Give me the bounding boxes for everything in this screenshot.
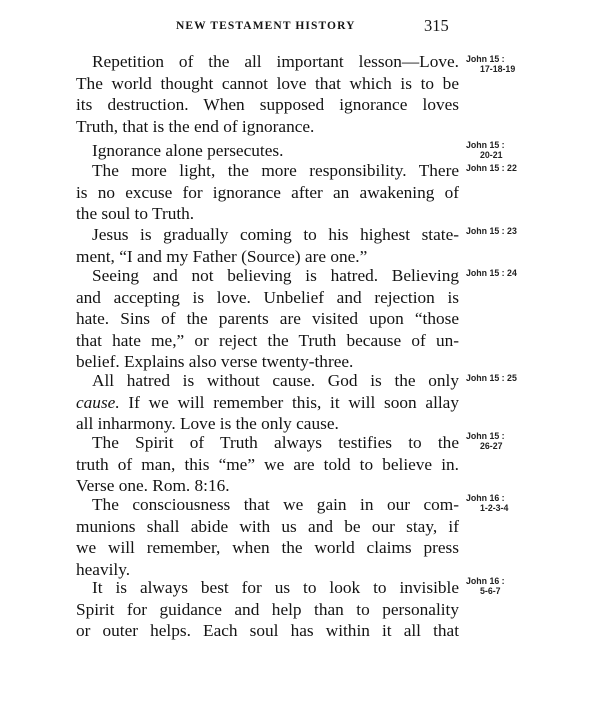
ref-book: John 15 : 22 xyxy=(466,163,517,173)
text-line: The more light, the more responsibility. There xyxy=(92,161,459,180)
paragraph-5 xyxy=(76,265,459,373)
text-line: The consciousness that we gain in our com- xyxy=(92,495,459,514)
ref-book: John 15 : 25 xyxy=(466,373,517,383)
italic-word: cause. xyxy=(76,392,120,412)
ref-book: John 16 : xyxy=(466,576,505,586)
text-line: The Spirit of Truth always testifies to the xyxy=(92,433,459,452)
ref-book: John 15 : xyxy=(466,140,505,150)
text-line: Jesus is gradually coming to his highest state- xyxy=(92,225,459,244)
text-line: or outer helps. Each soul has within it all that xyxy=(76,621,459,640)
scripture-reference xyxy=(466,577,538,596)
text-line: Spirit for guidance and help than to personality xyxy=(76,599,459,619)
scripture-reference xyxy=(466,164,538,174)
scripture-reference xyxy=(466,432,538,451)
paragraph-7 xyxy=(76,432,459,497)
scripture-reference xyxy=(466,269,538,279)
paragraph-2 xyxy=(76,140,459,162)
paragraph-9 xyxy=(76,577,459,642)
text-line: that hate me,” or reject the Truth because of un- xyxy=(76,330,459,350)
text-fragment: If we will remember this, it will soon allay xyxy=(119,392,459,412)
text-line: hate. Sins of the parents are visited upon “those xyxy=(76,309,459,328)
text-line: It is always best for us to look to invisible xyxy=(92,578,459,597)
text-line: Ignorance alone persecutes. xyxy=(92,141,284,160)
ref-book: John 15 : 23 xyxy=(466,226,517,236)
ref-verses: 17-18-19 xyxy=(480,63,516,74)
ref-verses: 26-27 xyxy=(480,440,503,451)
ref-book: John 15 : xyxy=(466,54,505,64)
ref-book: John 15 : 24 xyxy=(466,268,517,278)
text-line: heavily. xyxy=(76,559,131,579)
ref-book: John 15 : xyxy=(466,431,505,441)
ref-verses: 1-2-3-4 xyxy=(480,502,509,513)
running-title: NEW TESTAMENT HISTORY xyxy=(176,20,356,32)
text-line: Truth, that is the end of ignorance. xyxy=(76,116,315,136)
page-number: 315 xyxy=(424,16,449,35)
text-line: The world thought cannot love that which is to be xyxy=(76,73,459,93)
text-line: and accepting is love. Unbelief and rejection is xyxy=(76,287,459,307)
scripture-reference xyxy=(466,55,538,74)
scripture-reference xyxy=(466,141,538,160)
text-line: its destruction. When supposed ignorance loves xyxy=(76,95,459,114)
text-line: Verse one. Rom. 8:16. xyxy=(76,476,230,495)
ref-book: John 16 : xyxy=(466,493,505,503)
paragraph-1 xyxy=(76,51,459,137)
text-line: belief. Explains also verse twenty-three. xyxy=(76,352,354,371)
paragraph-6 xyxy=(76,370,459,435)
scripture-reference xyxy=(466,227,538,237)
text-line: truth of man, this “me” we are told to believe in. xyxy=(76,454,459,474)
paragraph-3 xyxy=(76,160,459,225)
scripture-reference xyxy=(466,494,538,513)
text-line: All hatred is without cause. God is the only xyxy=(92,371,459,390)
ref-verses: 5-6-7 xyxy=(480,585,501,596)
text-line: is no excuse for ignorance after an awakening of xyxy=(76,182,459,202)
text-line: Repetition of the all important lesson—Love. xyxy=(92,52,459,71)
paragraph-4 xyxy=(76,224,459,267)
page-header xyxy=(0,16,600,40)
text-line: all inharmony. Love is the only cause. xyxy=(76,414,339,433)
text-line xyxy=(76,392,459,414)
text-line: we will remember, when the world claims press xyxy=(76,538,459,557)
text-line: the soul to Truth. xyxy=(76,204,195,223)
scripture-reference xyxy=(466,374,538,384)
text-line: Seeing and not believing is hatred. Believing xyxy=(92,266,459,285)
text-line: munions shall abide with us and be our stay, if xyxy=(76,516,459,536)
ref-verses: 20-21 xyxy=(480,149,503,160)
text-line: ment, “I and my Father (Source) are one.” xyxy=(76,246,368,266)
paragraph-8 xyxy=(76,494,459,580)
